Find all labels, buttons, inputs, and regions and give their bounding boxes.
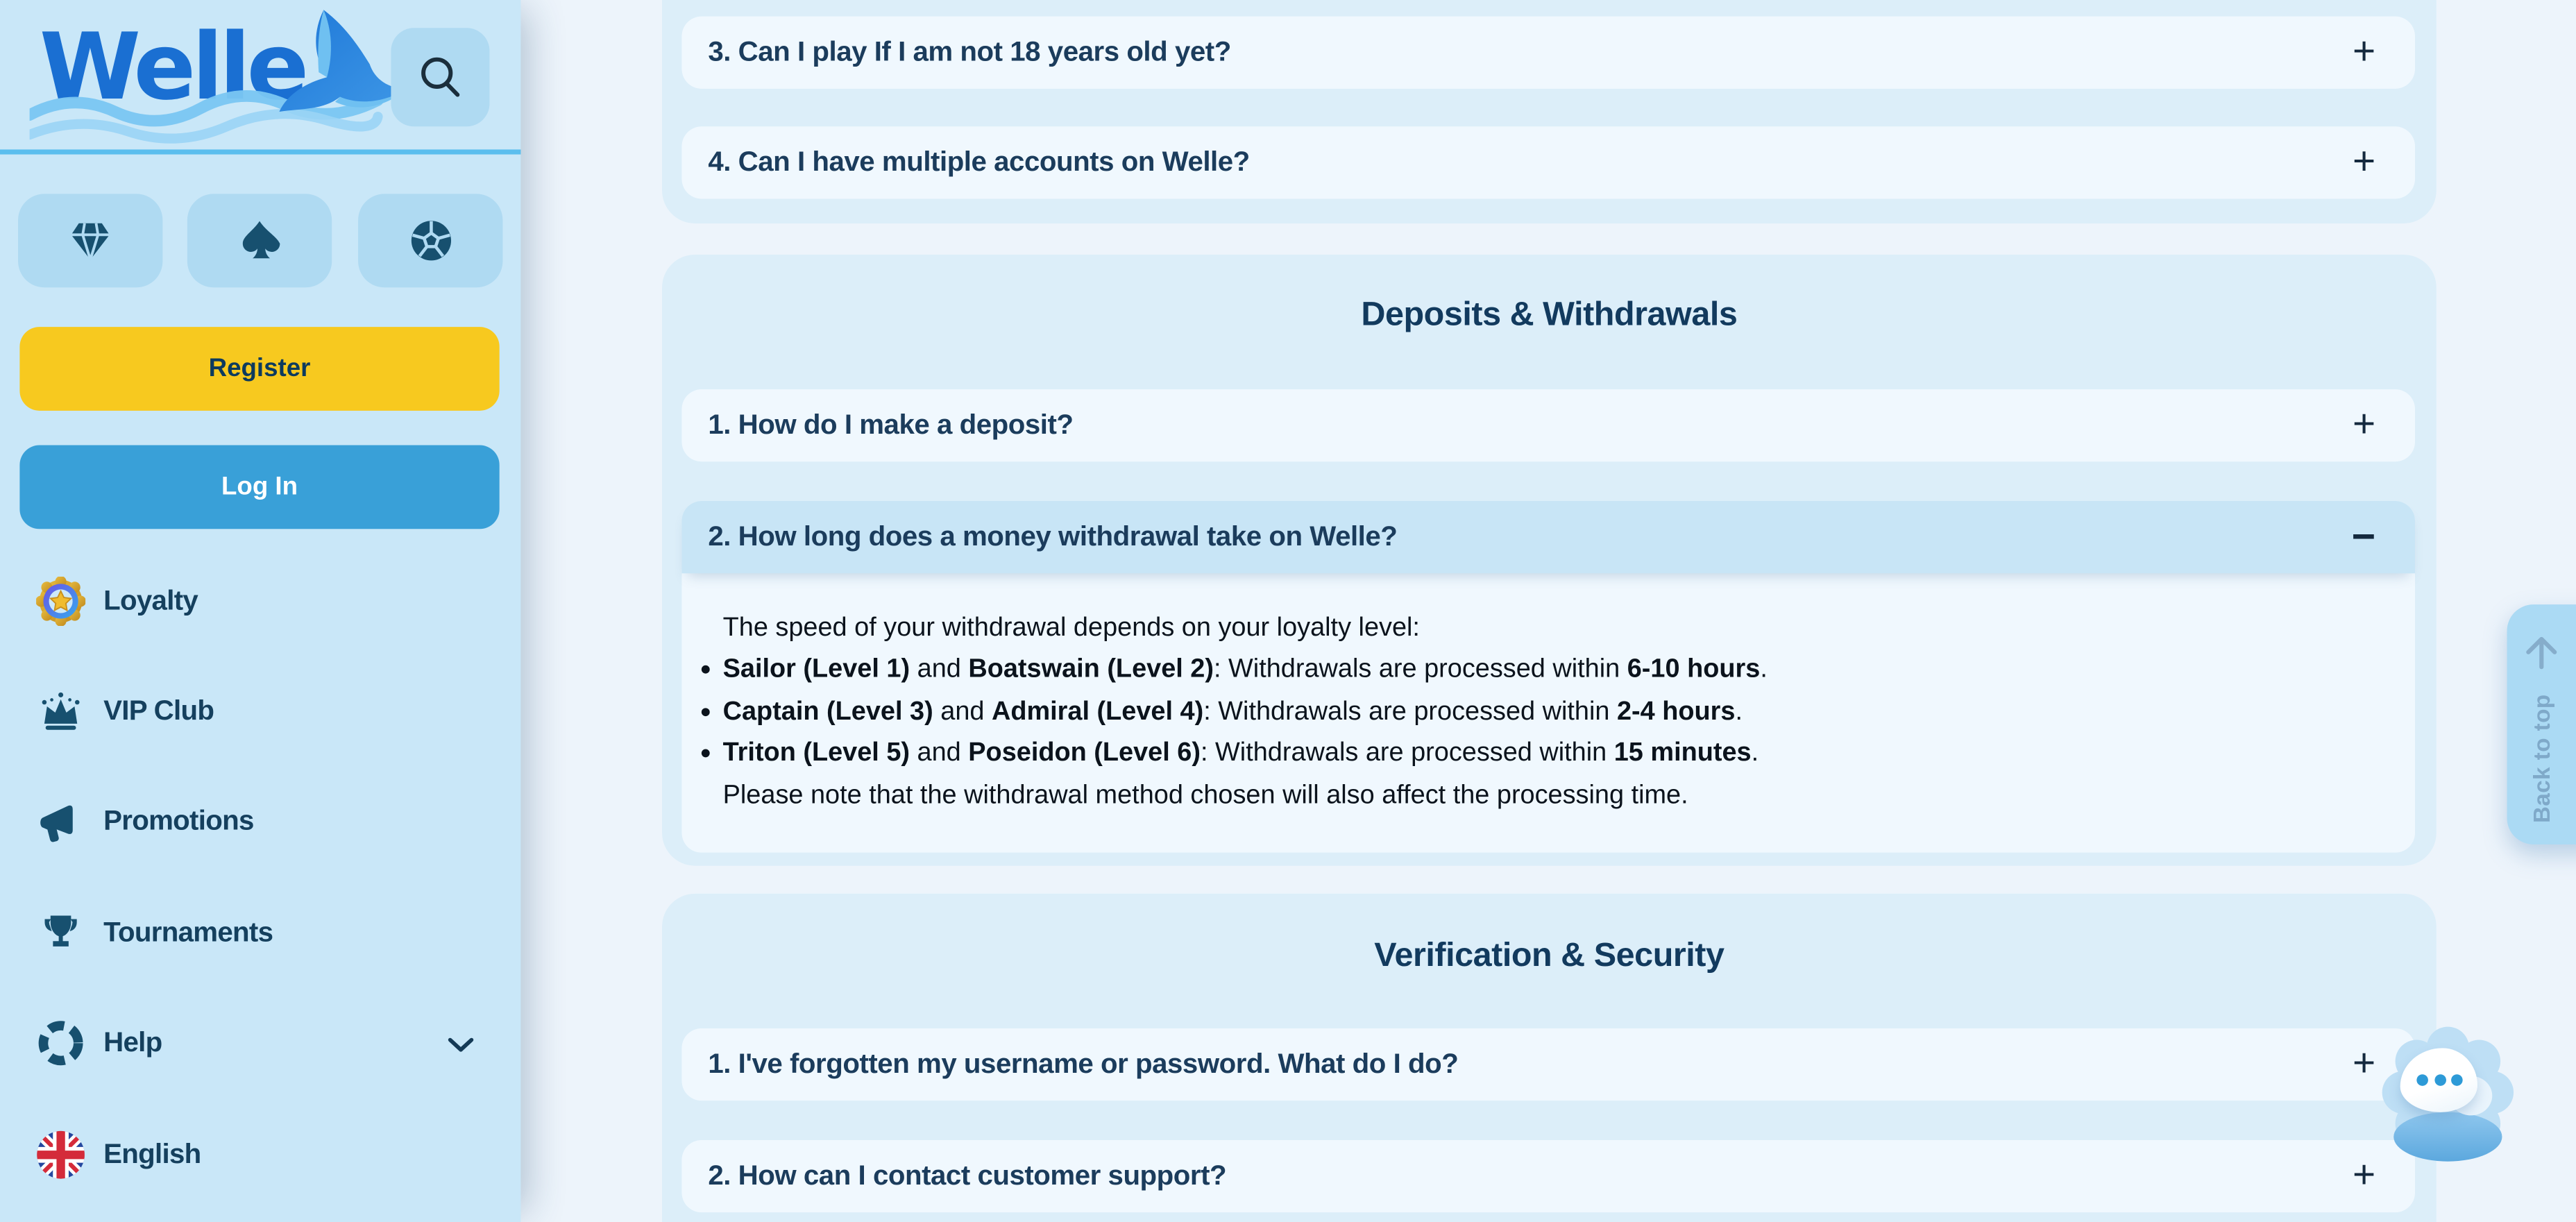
lifebuoy-icon xyxy=(36,1019,85,1068)
search-button[interactable] xyxy=(391,28,489,126)
faq-section-verification-security xyxy=(662,894,2437,1222)
brand-logo[interactable] xyxy=(40,17,388,148)
faq-answer xyxy=(681,573,2415,816)
faq-question-text: 2. How long does a money withdrawal take on Welle? xyxy=(708,520,1398,552)
faq-question-row[interactable] xyxy=(681,17,2415,89)
section-title: Deposits & Withdrawals xyxy=(1361,296,1738,334)
faq-section-partial xyxy=(662,0,2437,223)
faq-question-text: 3. Can I play If I am not 18 years old yet? xyxy=(708,36,1231,68)
answer-bullet-list xyxy=(681,650,2415,774)
sidebar-item-label: Tournaments xyxy=(103,916,273,948)
search-icon xyxy=(416,53,465,102)
login-button[interactable]: Log In xyxy=(19,445,499,529)
megaphone-icon xyxy=(36,797,85,846)
faq-question-row[interactable] xyxy=(681,126,2415,198)
plus-icon: + xyxy=(2353,1153,2376,1198)
minus-icon: − xyxy=(2351,513,2376,560)
register-button[interactable]: Register xyxy=(19,327,499,411)
football-icon xyxy=(407,217,455,264)
language-label: English xyxy=(103,1138,201,1170)
faq-question-text: 2. How can I contact customer support? xyxy=(708,1160,1227,1191)
sidebar-item-vip-club[interactable] xyxy=(19,681,501,740)
faq-question-row-expanded[interactable] xyxy=(681,501,2415,573)
faq-question-row[interactable] xyxy=(681,1028,2415,1101)
answer-intro: The speed of your withdrawal depends on your loyalty level: xyxy=(722,614,1420,643)
category-sports-button[interactable] xyxy=(358,194,502,287)
sidebar-item-label: Promotions xyxy=(103,804,254,836)
uk-flag-icon xyxy=(36,1130,85,1180)
faq-question-row[interactable] xyxy=(681,389,2415,461)
gem-icon xyxy=(67,219,113,262)
sidebar-item-help[interactable] xyxy=(19,1014,501,1073)
plus-icon: + xyxy=(2353,29,2376,74)
sidebar-divider xyxy=(0,149,520,153)
loyalty-badge-icon xyxy=(36,577,85,626)
brand-logo-text: Welle xyxy=(39,15,305,122)
language-selector[interactable] xyxy=(19,1126,501,1185)
answer-bullet: Captain (Level 3) and Admiral (Level 4): Withdrawals are processed within 2-4 hours. xyxy=(681,691,2415,733)
category-casino-button[interactable] xyxy=(18,194,162,287)
plus-icon: + xyxy=(2353,139,2376,185)
chevron-down-icon xyxy=(447,1037,475,1053)
spade-icon xyxy=(237,218,282,264)
faq-question-text: 1. How do I make a deposit? xyxy=(708,409,1074,441)
chat-widget[interactable] xyxy=(2380,1033,2515,1168)
crown-icon xyxy=(36,687,85,736)
sidebar-item-label: Loyalty xyxy=(103,584,198,616)
sidebar-item-loyalty[interactable] xyxy=(19,572,501,631)
plus-icon: + xyxy=(2353,402,2376,447)
trophy-icon xyxy=(36,908,85,958)
sidebar-item-tournaments[interactable] xyxy=(19,903,501,962)
answer-note: Please note that the withdrawal method chosen will also affect the processing time. xyxy=(722,781,1688,810)
faq-item-expanded xyxy=(681,501,2415,853)
back-to-top-button[interactable] xyxy=(2507,604,2576,845)
back-to-top-label: Back to top xyxy=(2528,694,2555,824)
sidebar xyxy=(0,0,520,1222)
plus-icon: + xyxy=(2353,1041,2376,1086)
faq-question-row[interactable] xyxy=(681,1140,2415,1212)
faq-question-text: 4. Can I have multiple accounts on Welle? xyxy=(708,146,1250,178)
category-cards-button[interactable] xyxy=(187,194,332,287)
section-title: Verification & Security xyxy=(1374,936,1725,974)
up-arrow-icon xyxy=(2520,631,2564,674)
answer-bullet: Triton (Level 5) and Poseidon (Level 6): Withdrawals are processed within 15 minutes. xyxy=(681,733,2415,774)
faq-question-text: 1. I've forgotten my username or password. What do I do? xyxy=(708,1048,1459,1080)
sidebar-item-promotions[interactable] xyxy=(19,792,501,851)
sidebar-item-label: VIP Club xyxy=(103,695,214,727)
sidebar-item-label: Help xyxy=(103,1026,162,1058)
answer-bullet: Sailor (Level 1) and Boatswain (Level 2): Withdrawals are processed within 6-10 hours. xyxy=(681,650,2415,691)
faq-section-deposits-withdrawals xyxy=(662,255,2437,866)
